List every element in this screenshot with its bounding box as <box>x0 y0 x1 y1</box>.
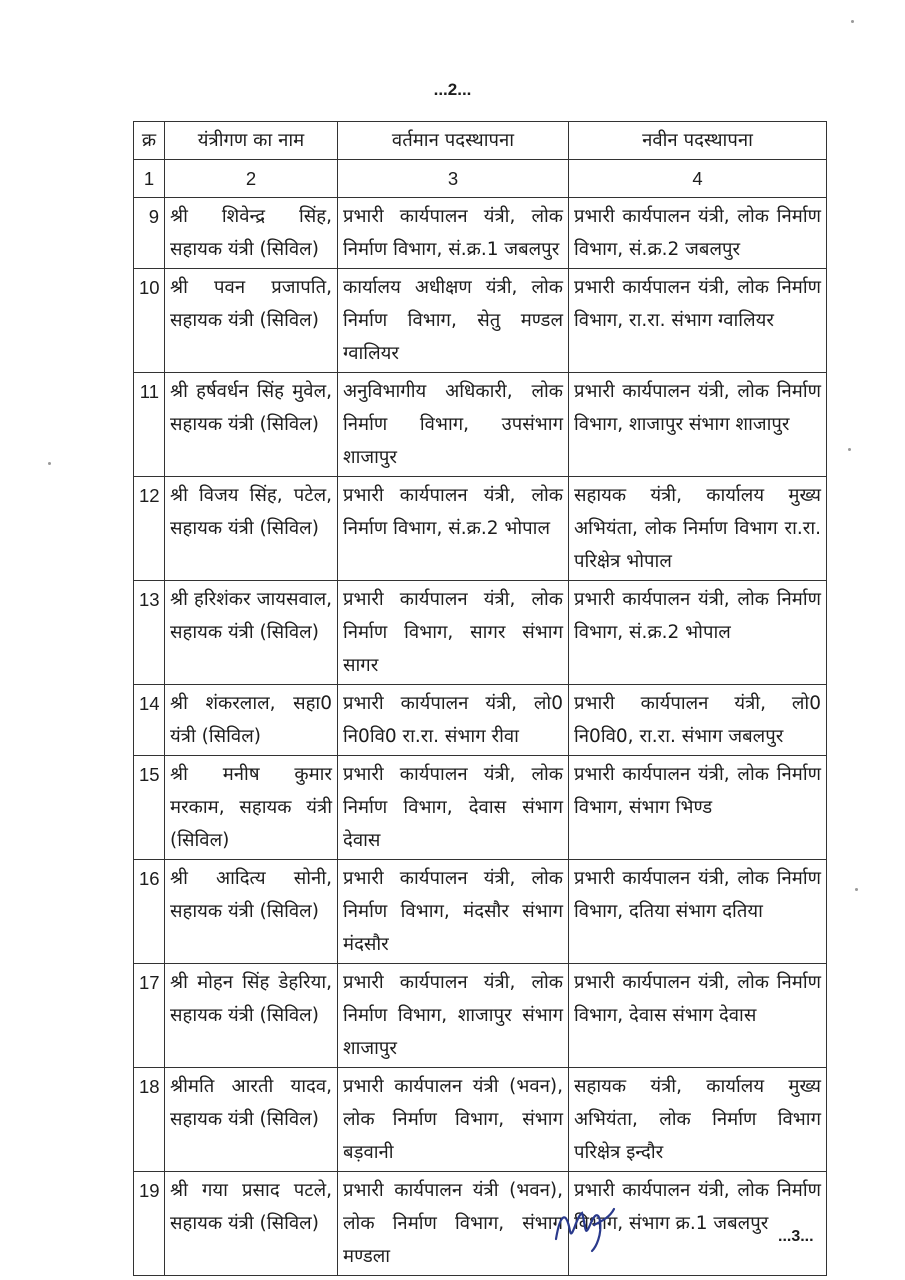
table-row <box>134 581 827 685</box>
column-header-current-posting: वर्तमान पदस्थापना <box>338 122 569 160</box>
current-posting: अनुविभागीय अधिकारी, लोक निर्माण विभाग, उपसंभाग शाजापुर <box>338 373 569 477</box>
engineer-name: श्रीमति आरती यादव, सहायक यंत्री (सिविल) <box>165 1068 338 1172</box>
current-posting: प्रभारी कार्यपालन यंत्री, लोक निर्माण विभाग, सं.क्र.1 जबलपुर <box>338 198 569 269</box>
transfer-order-table <box>133 121 827 1276</box>
serial-number: 18 <box>134 1068 165 1172</box>
current-posting: प्रभारी कार्यपालन यंत्री, लोक निर्माण विभाग, शाजापुर संभाग शाजापुर <box>338 964 569 1068</box>
serial-number: 10 <box>134 269 165 373</box>
engineer-name: श्री मनीष कुमार मरकाम, सहायक यंत्री (सिविल) <box>165 756 338 860</box>
serial-number: 16 <box>134 860 165 964</box>
handwritten-signature <box>550 1195 620 1255</box>
new-posting: प्रभारी कार्यपालन यंत्री, लोक निर्माण विभाग, शाजापुर संभाग शाजापुर <box>569 373 827 477</box>
table-row <box>134 860 827 964</box>
engineer-name: श्री शिवेन्द्र सिंह, सहायक यंत्री (सिविल) <box>165 198 338 269</box>
column-header-serial: क्र <box>134 122 165 160</box>
page-fold-line <box>0 0 69 60</box>
column-number: 2 <box>165 160 338 198</box>
engineer-name: श्री गया प्रसाद पटले, सहायक यंत्री (सिविल) <box>165 1172 338 1276</box>
serial-number: 17 <box>134 964 165 1068</box>
serial-number: 9 <box>134 198 165 269</box>
current-posting: प्रभारी कार्यपालन यंत्री, लोक निर्माण विभाग, सागर संभाग सागर <box>338 581 569 685</box>
engineer-name: श्री हरिशंकर जायसवाल, सहायक यंत्री (सिविल) <box>165 581 338 685</box>
new-posting: प्रभारी कार्यपालन यंत्री, लोक निर्माण विभाग, रा.रा. संभाग ग्वालियर <box>569 269 827 373</box>
column-header-name: यंत्रीगण का नाम <box>165 122 338 160</box>
table-row <box>134 685 827 756</box>
table-header-row <box>134 122 827 160</box>
column-number: 4 <box>569 160 827 198</box>
new-posting: प्रभारी कार्यपालन यंत्री, लो0 नि0वि0, रा.रा. संभाग जबलपुर <box>569 685 827 756</box>
engineer-name: श्री आदित्य सोनी, सहायक यंत्री (सिविल) <box>165 860 338 964</box>
scan-speck <box>851 20 854 23</box>
current-posting: प्रभारी कार्यपालन यंत्री (भवन), लोक निर्माण विभाग, संभाग बड़वानी <box>338 1068 569 1172</box>
next-page-marker: ...3... <box>778 1228 814 1245</box>
current-posting: प्रभारी कार्यपालन यंत्री, लोक निर्माण विभाग, सं.क्र.2 भोपाल <box>338 477 569 581</box>
engineer-name: श्री शंकरलाल, सहा0 यंत्री (सिविल) <box>165 685 338 756</box>
scan-speck <box>48 462 51 465</box>
page-marker: ...2... <box>433 80 472 99</box>
table-row <box>134 198 827 269</box>
new-posting: प्रभारी कार्यपालन यंत्री, लोक निर्माण विभाग, संभाग भिण्ड <box>569 756 827 860</box>
scan-speck <box>855 888 858 891</box>
table-row <box>134 373 827 477</box>
column-number-row <box>134 160 827 198</box>
engineer-name: श्री मोहन सिंह डेहरिया, सहायक यंत्री (सिविल) <box>165 964 338 1068</box>
table-row <box>134 269 827 373</box>
current-posting: प्रभारी कार्यपालन यंत्री (भवन), लोक निर्माण विभाग, संभाग मण्डला <box>338 1172 569 1276</box>
table-row <box>134 477 827 581</box>
engineer-name: श्री पवन प्रजापति, सहायक यंत्री (सिविल) <box>165 269 338 373</box>
engineer-name: श्री विजय सिंह, पटेल, सहायक यंत्री (सिविल) <box>165 477 338 581</box>
column-number: 3 <box>338 160 569 198</box>
current-posting: प्रभारी कार्यपालन यंत्री, लोक निर्माण विभाग, देवास संभाग देवास <box>338 756 569 860</box>
table-row <box>134 1068 827 1172</box>
new-posting: प्रभारी कार्यपालन यंत्री, लोक निर्माण विभाग, देवास संभाग देवास <box>569 964 827 1068</box>
engineer-name: श्री हर्षवर्धन सिंह मुवेल, सहायक यंत्री (सिविल) <box>165 373 338 477</box>
serial-number: 11 <box>134 373 165 477</box>
current-posting: प्रभारी कार्यपालन यंत्री, लो0 नि0वि0 रा.रा. संभाग रीवा <box>338 685 569 756</box>
scan-speck <box>848 448 851 451</box>
current-posting: प्रभारी कार्यपालन यंत्री, लोक निर्माण विभाग, मंदसौर संभाग मंदसौर <box>338 860 569 964</box>
serial-number: 15 <box>134 756 165 860</box>
column-header-new-posting: नवीन पदस्थापना <box>569 122 827 160</box>
column-number: 1 <box>134 160 165 198</box>
new-posting: प्रभारी कार्यपालन यंत्री, लोक निर्माण विभाग, सं.क्र.2 जबलपुर <box>569 198 827 269</box>
new-posting: प्रभारी कार्यपालन यंत्री, लोक निर्माण विभाग, दतिया संभाग दतिया <box>569 860 827 964</box>
serial-number: 14 <box>134 685 165 756</box>
new-posting: प्रभारी कार्यपालन यंत्री, लोक निर्माण विभाग, संभाग क्र.1 जबलपुर <box>569 1172 827 1276</box>
new-posting: सहायक यंत्री, कार्यालय मुख्य अभियंता, लोक निर्माण विभाग परिक्षेत्र इन्दौर <box>569 1068 827 1172</box>
new-posting: प्रभारी कार्यपालन यंत्री, लोक निर्माण विभाग, सं.क्र.2 भोपाल <box>569 581 827 685</box>
table-row <box>134 756 827 860</box>
table-row <box>134 964 827 1068</box>
table-row <box>134 1172 827 1276</box>
serial-number: 13 <box>134 581 165 685</box>
serial-number: 19 <box>134 1172 165 1276</box>
serial-number: 12 <box>134 477 165 581</box>
current-posting: कार्यालय अधीक्षण यंत्री, लोक निर्माण विभाग, सेतु मण्डल ग्वालियर <box>338 269 569 373</box>
new-posting: सहायक यंत्री, कार्यालय मुख्य अभियंता, लोक निर्माण विभाग रा.रा. परिक्षेत्र भोपाल <box>569 477 827 581</box>
